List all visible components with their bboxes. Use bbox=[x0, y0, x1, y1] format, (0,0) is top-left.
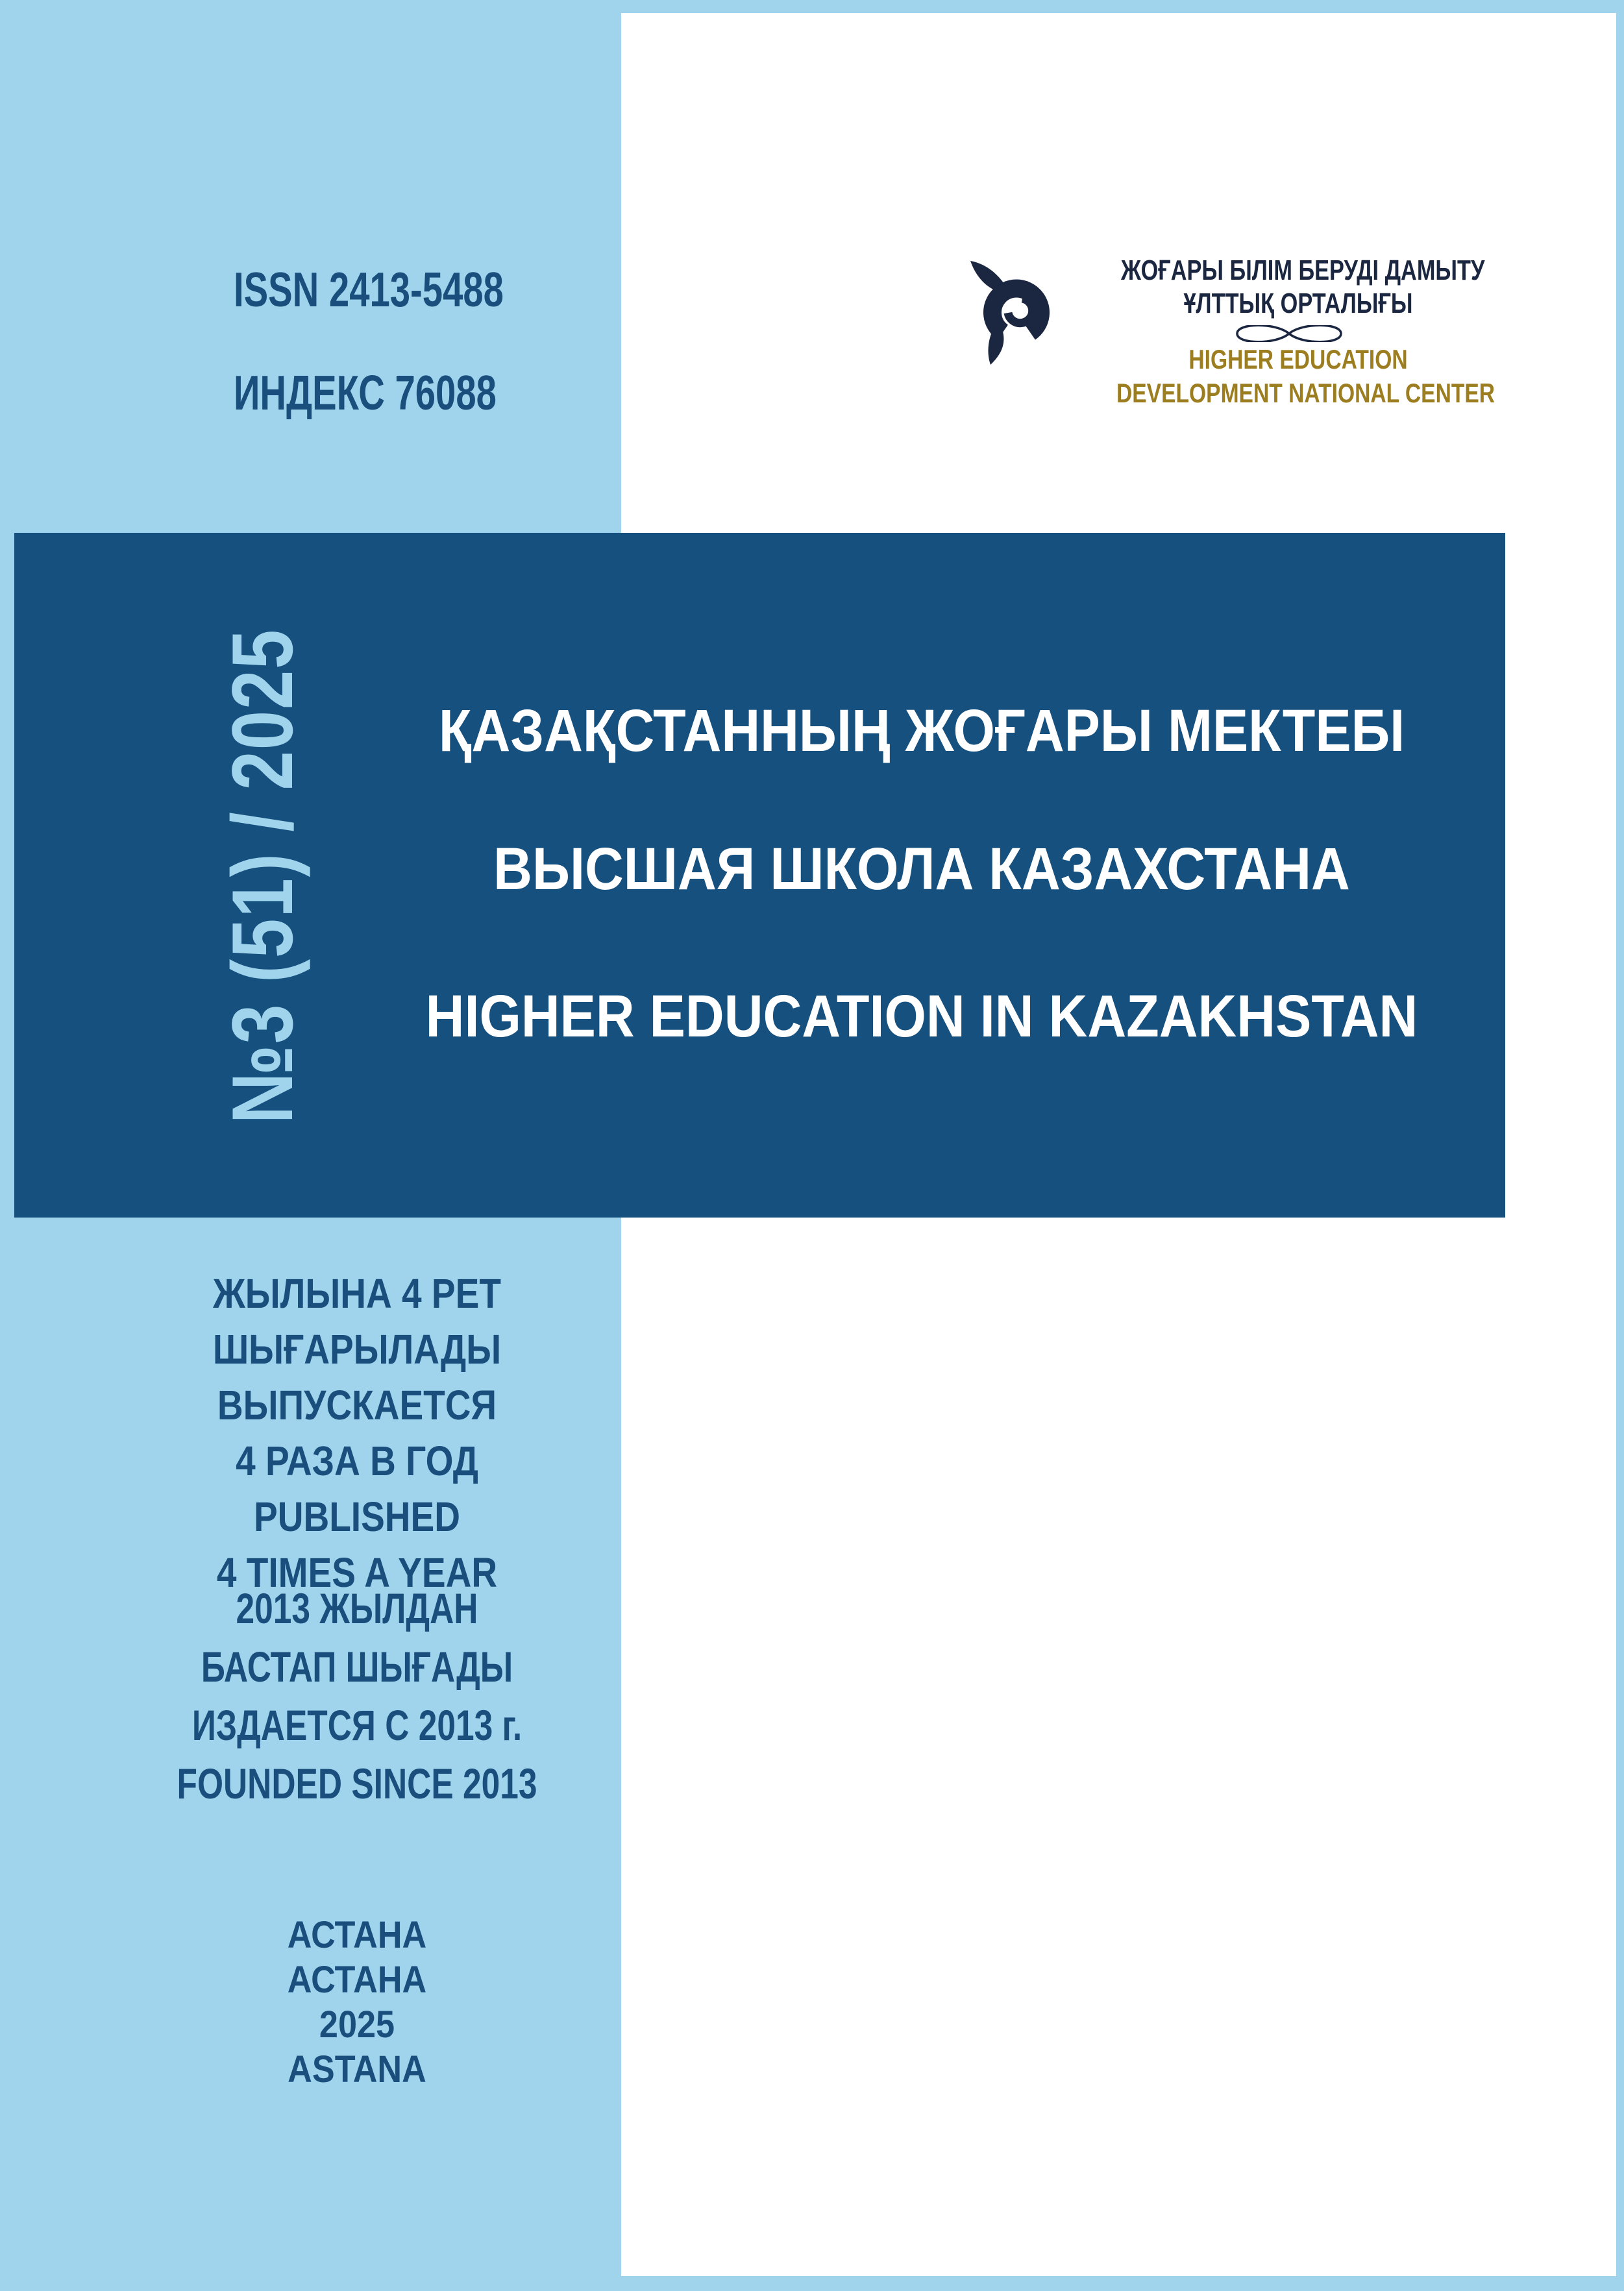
issue-number: №3 (51) / 2025 bbox=[215, 628, 311, 1124]
imprint-line: 2025 bbox=[319, 2003, 395, 2046]
journal-title-ru: ВЫСШАЯ ШКОЛА КАЗАХСТАНА bbox=[493, 836, 1350, 902]
frequency-line: PUBLISHED bbox=[253, 1493, 461, 1540]
imprint-block bbox=[65, 1913, 649, 2092]
journal-title-en: HIGHER EDUCATION IN KAZAKHSTAN bbox=[425, 983, 1418, 1049]
founded-block bbox=[65, 1579, 649, 1813]
imprint-line: АСТАНА bbox=[287, 1914, 427, 1956]
frequency-line: 4 TIMES A YEAR bbox=[216, 1549, 498, 1596]
founded-line: 2013 ЖЫЛДАН bbox=[236, 1584, 478, 1632]
publisher-name-kk-line2: ҰЛТТЫҚ ОРТАЛЫҒЫ bbox=[1183, 288, 1413, 319]
title-banner bbox=[14, 533, 1505, 1218]
imprint-line: АСТАНА bbox=[287, 1959, 427, 2001]
publisher-name-en-line1: HIGHER EDUCATION bbox=[1188, 344, 1408, 374]
frequency-line: ШЫҒАРЫЛАДЫ bbox=[212, 1326, 502, 1373]
subscription-index: ИНДЕКС 76088 bbox=[234, 365, 497, 420]
frequency-line: ВЫПУСКАЕТСЯ bbox=[217, 1382, 497, 1428]
publisher-name-kk-line1: ЖОҒАРЫ БІЛІМ БЕРУДІ ДАМЫТУ bbox=[1121, 254, 1485, 286]
founded-line: БАСТАП ШЫҒАДЫ bbox=[201, 1643, 513, 1691]
imprint-line: ASTANA bbox=[288, 2048, 426, 2090]
journal-title-kk: ҚАЗАҚСТАННЫҢ ЖОҒАРЫ МЕКТЕБІ bbox=[438, 698, 1405, 764]
founded-line: FOUNDED SINCE 2013 bbox=[177, 1759, 537, 1807]
frequency-line: 4 РАЗА В ГОД bbox=[236, 1438, 478, 1484]
founded-line: ИЗДАЕТСЯ С 2013 г. bbox=[191, 1701, 523, 1749]
frequency-line: ЖЫЛЫНА 4 РЕТ bbox=[213, 1270, 501, 1317]
publisher-logo bbox=[935, 247, 1532, 428]
frequency-block bbox=[65, 1266, 649, 1600]
infinity-icon bbox=[1232, 325, 1346, 342]
horn-swirl-icon bbox=[964, 260, 1056, 365]
issn-number: ISSN 2413-5488 bbox=[234, 262, 504, 317]
publisher-name-en-line2: DEVELOPMENT NATIONAL CENTER bbox=[1116, 378, 1495, 408]
